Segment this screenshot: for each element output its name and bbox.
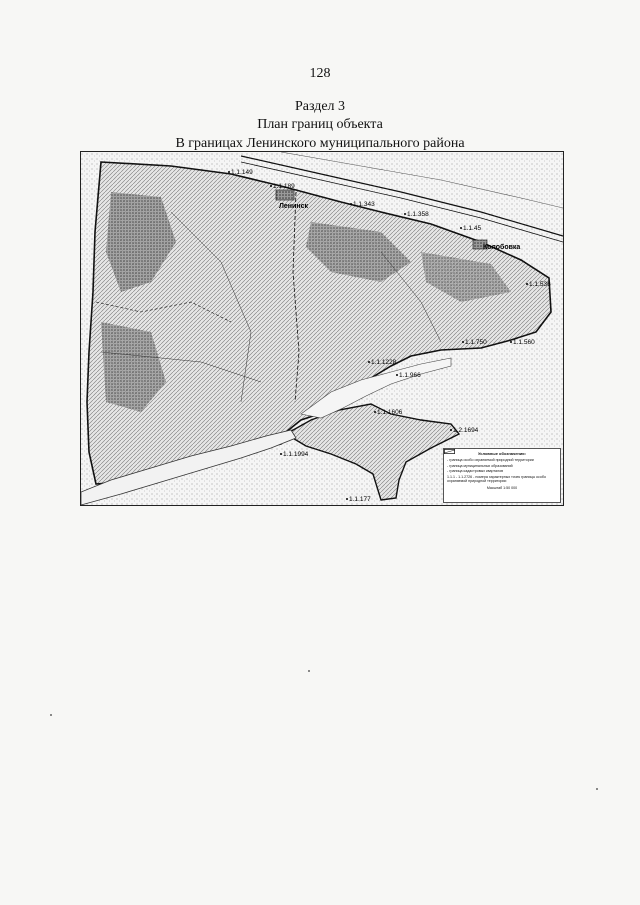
plan-title: План границ объекта [257,117,383,132]
point-label: 1.1.560 [513,339,535,346]
page-number: 128 [309,66,331,81]
boundary-map [80,151,564,506]
town-label-leninsk: Ленинск [279,203,308,210]
point-label: 1.1.536 [529,281,551,288]
legend-item-point-numbers [447,475,557,483]
point-label: 1.1.45 [463,225,482,232]
legend-item-text: - граница муниципальных образований [447,463,513,468]
legend-symbol-cadastral [444,449,455,454]
legend-item-text: - граница особо охраняемой природной территории [447,458,534,462]
point-label: 1.1.966 [399,372,421,379]
legend-title: Условные обозначения: [478,451,526,456]
legend-item-text: 1.1.1 - 1.1.2726 - номера характерных точек границы особо охраняемой природной территории [447,475,546,484]
legend-item-municipal-boundary [447,464,557,468]
point-label: 1.1.1606 [377,409,403,416]
section-heading: Раздел 3 [294,99,346,114]
plan-subtitle: В границах Ленинского муниципального района [175,136,465,151]
map-legend [443,448,561,503]
scan-speck [596,788,598,790]
point-label: 1.1.358 [407,211,429,218]
point-label: 1.1.189 [273,183,295,190]
legend-item-cadastral-boundary [447,469,557,473]
scan-speck [50,714,52,716]
point-label: 1.1.750 [465,339,487,346]
point-label: 1.1.343 [353,201,375,208]
point-label: 1.1.1994 [283,451,309,458]
point-label: 1.2.1694 [453,427,479,434]
town-label-kolobovka: Колобовка [483,244,521,251]
town-marker-leninsk [276,190,294,200]
point-label: 1.1.149 [231,169,253,176]
point-label: 1.1.177 [349,496,371,503]
scan-speck [308,670,310,672]
point-label: 1.1.1228 [371,359,397,366]
legend-item-protected-boundary [447,458,557,462]
map-scale: Масштаб 1:50 000 [486,485,518,490]
legend-item-text: - граница кадастровых кварталов [447,469,504,474]
